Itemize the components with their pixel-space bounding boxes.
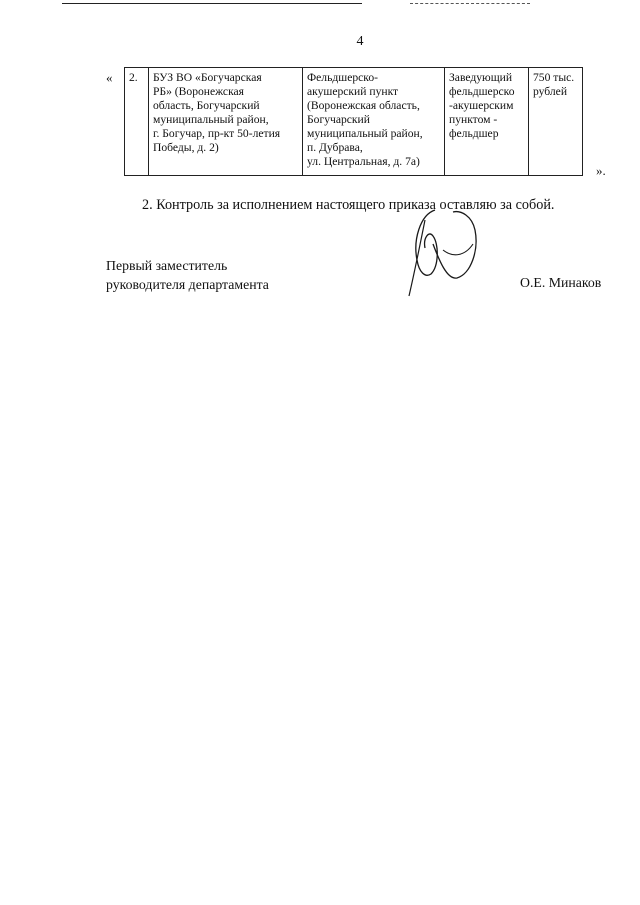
- position-cell: [445, 68, 529, 176]
- control-paragraph: 2. Контроль за исполнением настоящего приказа оставляю за собой.: [142, 197, 555, 213]
- location-line: Богучарский: [307, 113, 370, 126]
- header-rule-fragment: [410, 3, 530, 4]
- org-line: область, Богучарский: [153, 99, 260, 112]
- entries-table: [124, 67, 583, 176]
- position-line: Заведующий: [449, 71, 513, 84]
- org-line: РБ» (Воронежская: [153, 85, 245, 98]
- org-line: муниципальный район,: [153, 113, 269, 126]
- position-line: фельдшер: [449, 127, 499, 140]
- amount-cell: [529, 68, 583, 176]
- location-line: (Воронежская область,: [307, 99, 420, 112]
- handwritten-signature: [395, 200, 495, 300]
- location-line: муниципальный район,: [307, 127, 423, 140]
- location-line: ул. Центральная, д. 7а): [307, 155, 420, 168]
- header-rule: [62, 3, 362, 4]
- position-line: фельдшерско: [449, 85, 515, 98]
- table-row: [125, 68, 583, 176]
- position-line: пунктом -: [449, 113, 498, 126]
- signatory-position: [106, 256, 269, 294]
- table-closing-quote: ».: [596, 163, 606, 178]
- amount-line: 750 тыс.: [533, 71, 575, 84]
- location-cell: [303, 68, 445, 176]
- signatory-position-line2: руководителя департамента: [106, 277, 269, 292]
- signatory-name: О.Е. Минаков: [520, 275, 602, 290]
- location-line: п. Дубрава,: [307, 141, 363, 154]
- row-number: 2.: [129, 71, 138, 84]
- page-number: 4: [356, 34, 364, 49]
- signatory-position-line1: Первый заместитель: [106, 258, 228, 273]
- org-line: Победы, д. 2): [153, 141, 219, 154]
- table-opening-quote: «: [106, 70, 113, 85]
- organization-cell: [149, 68, 303, 176]
- position-line: -акушерским: [449, 99, 514, 112]
- location-line: акушерский пункт: [307, 85, 399, 98]
- org-line: г. Богучар, пр-кт 50-летия: [153, 127, 281, 140]
- row-number-cell: [125, 68, 149, 176]
- location-line: Фельдшерско-: [307, 71, 378, 84]
- amount-line: рублей: [533, 85, 568, 98]
- org-line: БУЗ ВО «Богучарская: [153, 71, 262, 84]
